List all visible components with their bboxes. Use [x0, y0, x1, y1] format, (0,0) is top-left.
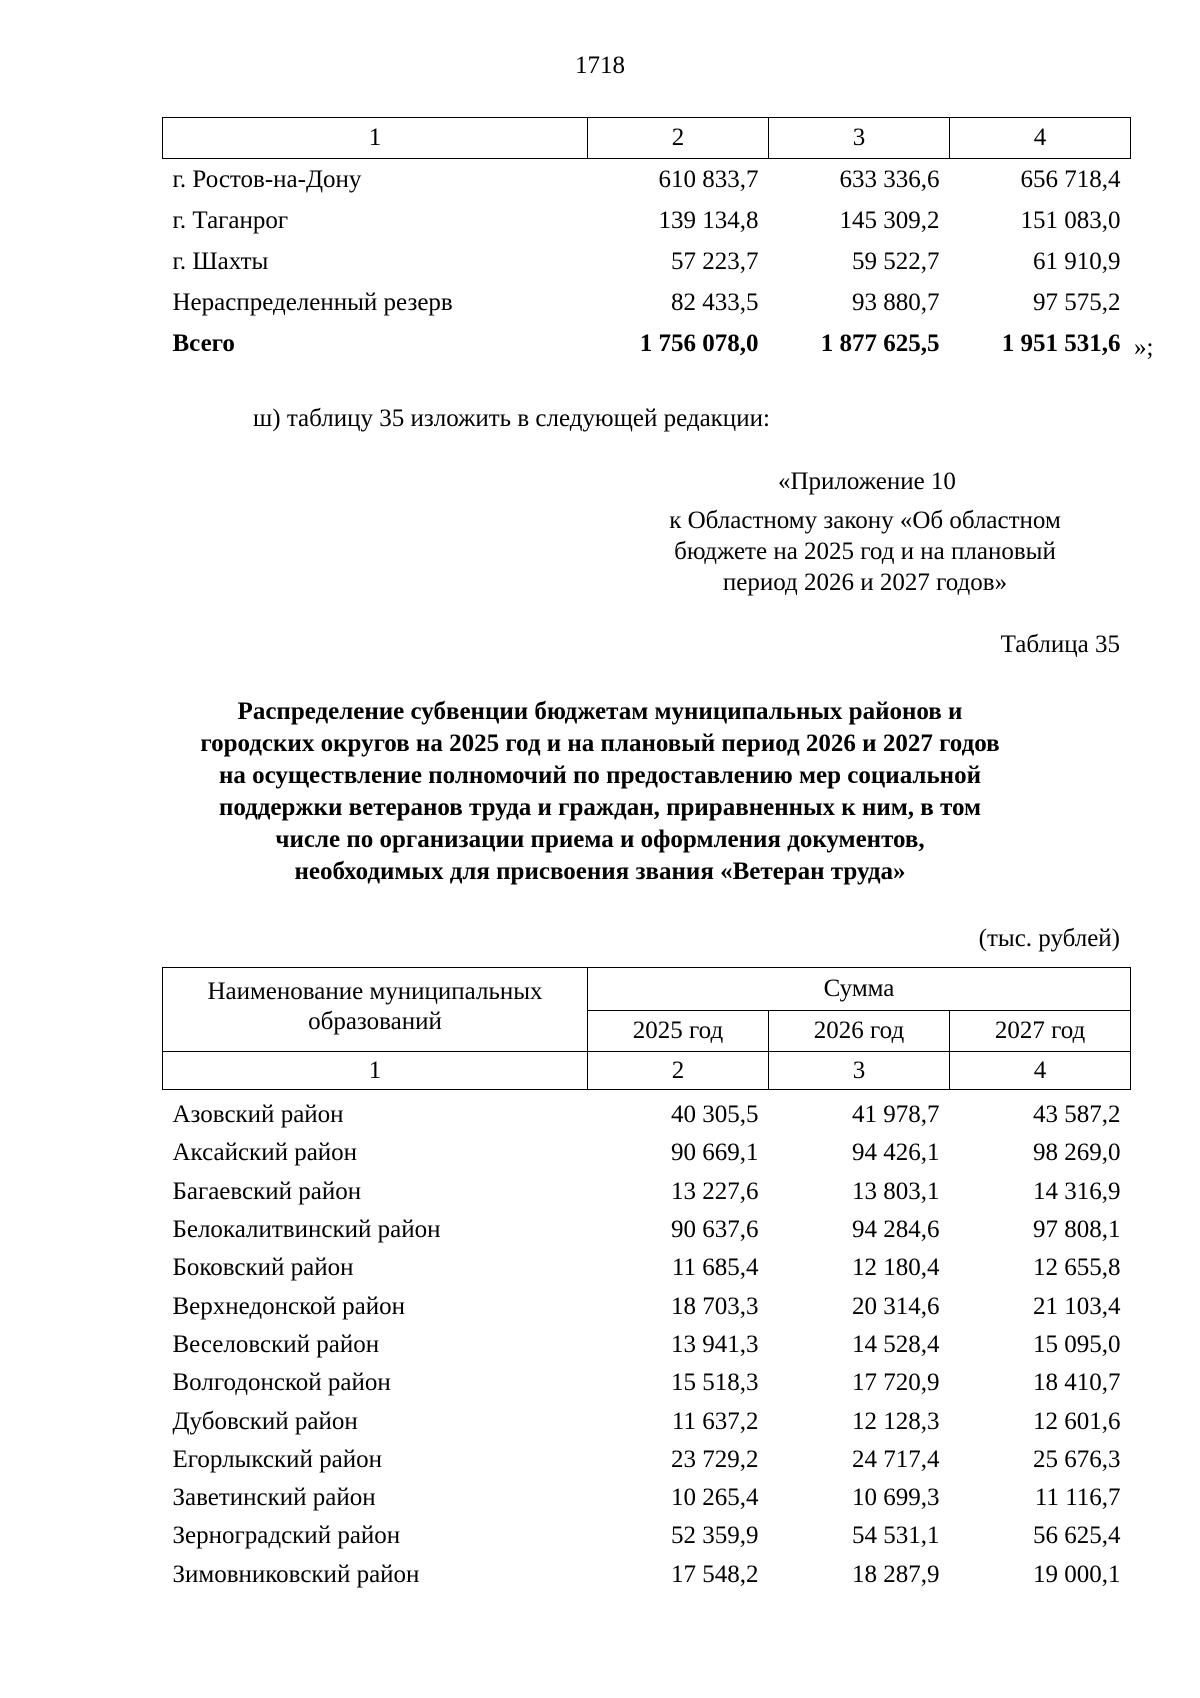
value-2026: 54 531,1 [852, 1522, 940, 1550]
municipality-name: Зимовниковский район [172, 1560, 420, 1588]
table-row [163, 200, 1131, 241]
row-name: Нераспределенный резерв [172, 288, 453, 316]
value-2026: 94 426,1 [852, 1139, 940, 1167]
units-label: (тыс. рублей) [978, 925, 1120, 952]
appendix-title: «Приложение 10 [778, 468, 956, 495]
page-number: 1718 [575, 52, 625, 79]
value-2025: 17 548,2 [671, 1560, 759, 1588]
column-number: 3 [769, 118, 950, 159]
value-2027: 12 601,6 [1033, 1407, 1121, 1435]
column-number: 3 [769, 1052, 950, 1090]
table-row [163, 1211, 1131, 1249]
table-row [163, 1090, 1131, 1135]
value-2025: 139 134,8 [658, 206, 759, 234]
value-2026: 93 880,7 [852, 288, 940, 316]
table-row [163, 1326, 1131, 1364]
table-body [163, 1090, 1131, 1594]
table-row [163, 1134, 1131, 1172]
value-2027: 97 808,1 [1033, 1216, 1121, 1244]
value-2025: 610 833,7 [658, 165, 759, 193]
value-2025: 52 359,9 [671, 1522, 759, 1550]
heading-line: на осуществление полномочий по предоставлению мер социальной [219, 762, 981, 789]
municipality-name: Боковский район [172, 1254, 354, 1282]
heading-line: необходимых для присвоения звания «Ветеран труда» [294, 858, 906, 885]
municipality-name: Егорлыкский район [172, 1445, 382, 1473]
year-2025-header: 2025 год [588, 1011, 769, 1052]
column-number: 1 [163, 118, 588, 159]
row-name: г. Ростов-на-Дону [172, 165, 362, 193]
sum-header: Сумма [588, 968, 1131, 1011]
table-row [163, 1249, 1131, 1287]
value-2027: 56 625,4 [1033, 1522, 1121, 1550]
table-row [163, 1402, 1131, 1440]
heading-line: городских округов на 2025 год и на плановый период 2026 и 2027 годов [200, 730, 1000, 757]
value-2026: 633 336,6 [839, 165, 940, 193]
appendix-line: бюджете на 2025 год и на плановый [674, 538, 1056, 565]
column-number: 4 [950, 118, 1131, 159]
value-2026: 17 720,9 [852, 1369, 940, 1397]
value-2025: 90 669,1 [671, 1139, 759, 1167]
value-2025: 23 729,2 [671, 1445, 759, 1473]
value-2025: 13 227,6 [671, 1177, 759, 1205]
table-header-row [163, 118, 1131, 159]
table-row [163, 241, 1131, 282]
value-2027: 151 083,0 [1020, 206, 1121, 234]
value-2027: 11 116,7 [1034, 1484, 1121, 1512]
value-2025: 90 637,6 [671, 1216, 759, 1244]
value-2027: 656 718,4 [1020, 165, 1121, 193]
value-2027: 12 655,8 [1033, 1254, 1121, 1282]
value-2025: 13 941,3 [671, 1330, 759, 1358]
table-heading [150, 696, 1050, 888]
value-2026: 18 287,9 [852, 1560, 940, 1588]
table-row [163, 1287, 1131, 1325]
value-2026: 12 128,3 [852, 1407, 940, 1435]
total-2027: 1 951 531,6 [1001, 329, 1121, 357]
table-row [163, 1517, 1131, 1555]
table-row [163, 1556, 1131, 1594]
value-2027: 19 000,1 [1033, 1560, 1121, 1588]
municipality-name: Волгодонской район [172, 1369, 391, 1397]
municipality-name: Дубовский район [172, 1407, 358, 1435]
value-2027: 97 575,2 [1033, 288, 1121, 316]
table-header-row [163, 968, 1131, 1011]
municipality-name: Аксайский район [172, 1139, 358, 1167]
municipality-header: Наименование муниципальных образований [163, 968, 588, 1052]
value-2026: 14 528,4 [852, 1330, 940, 1358]
heading-line: поддержки ветеранов труда и граждан, приравненных к ним, в том [218, 794, 982, 821]
heading-line: Распределение субвенции бюджетам муниципальных районов и [237, 698, 963, 725]
total-2026: 1 877 625,5 [820, 329, 940, 357]
value-2027: 18 410,7 [1033, 1369, 1121, 1397]
column-number-row [163, 1052, 1131, 1090]
value-2026: 20 314,6 [852, 1292, 940, 1320]
value-2025: 11 637,2 [671, 1407, 759, 1435]
total-label: Всего [172, 329, 235, 357]
value-2025: 57 223,7 [671, 247, 759, 275]
value-2026: 10 699,3 [852, 1484, 940, 1512]
value-2027: 98 269,0 [1033, 1139, 1121, 1167]
value-2027: 25 676,3 [1033, 1445, 1121, 1473]
value-2025: 18 703,3 [671, 1292, 759, 1320]
value-2026: 59 522,7 [852, 247, 940, 275]
value-2025: 15 518,3 [671, 1369, 759, 1397]
municipality-name: Белокалитвинский район [172, 1216, 441, 1244]
closing-quote: »; [1134, 334, 1154, 361]
value-2026: 145 309,2 [839, 206, 940, 234]
value-2027: 21 103,4 [1033, 1292, 1121, 1320]
value-2026: 94 284,6 [852, 1216, 940, 1244]
municipality-name: Азовский район [172, 1101, 344, 1129]
value-2025: 82 433,5 [671, 288, 759, 316]
value-2025: 10 265,4 [671, 1484, 759, 1512]
amendment-paragraph: ш) таблицу 35 изложить в следующей редакции: [253, 405, 770, 432]
value-2027: 14 316,9 [1033, 1177, 1121, 1205]
value-2025: 40 305,5 [671, 1101, 759, 1129]
appendix-reference [600, 505, 1130, 598]
value-2027: 61 910,9 [1033, 247, 1121, 275]
municipality-name: Багаевский район [172, 1177, 362, 1205]
year-2027-header: 2027 год [950, 1011, 1131, 1052]
table-label: Таблица 35 [1000, 631, 1120, 658]
subvention-table [162, 967, 1131, 1594]
total-2025: 1 756 078,0 [639, 329, 759, 357]
row-name: г. Таганрог [172, 206, 289, 234]
table-row [163, 1479, 1131, 1517]
municipality-name: Верхнедонской район [172, 1292, 405, 1320]
column-number: 2 [588, 118, 769, 159]
municipality-name: Зерноградский район [172, 1522, 401, 1550]
municipality-name: Заветинский район [172, 1484, 376, 1512]
heading-line: числе по организации приема и оформления документов, [275, 826, 925, 853]
column-number: 1 [163, 1052, 588, 1090]
value-2025: 11 685,4 [671, 1254, 759, 1282]
table-continuation [162, 117, 1131, 364]
row-name: г. Шахты [172, 247, 269, 275]
table-row [163, 282, 1131, 323]
value-2026: 12 180,4 [852, 1254, 940, 1282]
value-2026: 24 717,4 [852, 1445, 940, 1473]
value-2026: 13 803,1 [852, 1177, 940, 1205]
table-row [163, 1173, 1131, 1211]
municipality-name: Веселовский район [172, 1330, 380, 1358]
table-row [163, 1441, 1131, 1479]
column-number: 4 [950, 1052, 1131, 1090]
value-2027: 15 095,0 [1033, 1330, 1121, 1358]
column-number: 2 [588, 1052, 769, 1090]
table-row [163, 1364, 1131, 1402]
value-2027: 43 587,2 [1033, 1101, 1121, 1129]
year-2026-header: 2026 год [769, 1011, 950, 1052]
total-row [163, 323, 1131, 364]
appendix-line: к Областному закону «Об областном [669, 507, 1061, 534]
value-2026: 41 978,7 [852, 1101, 940, 1129]
table-row [163, 159, 1131, 201]
appendix-line: период 2026 и 2027 годов» [722, 569, 1008, 596]
